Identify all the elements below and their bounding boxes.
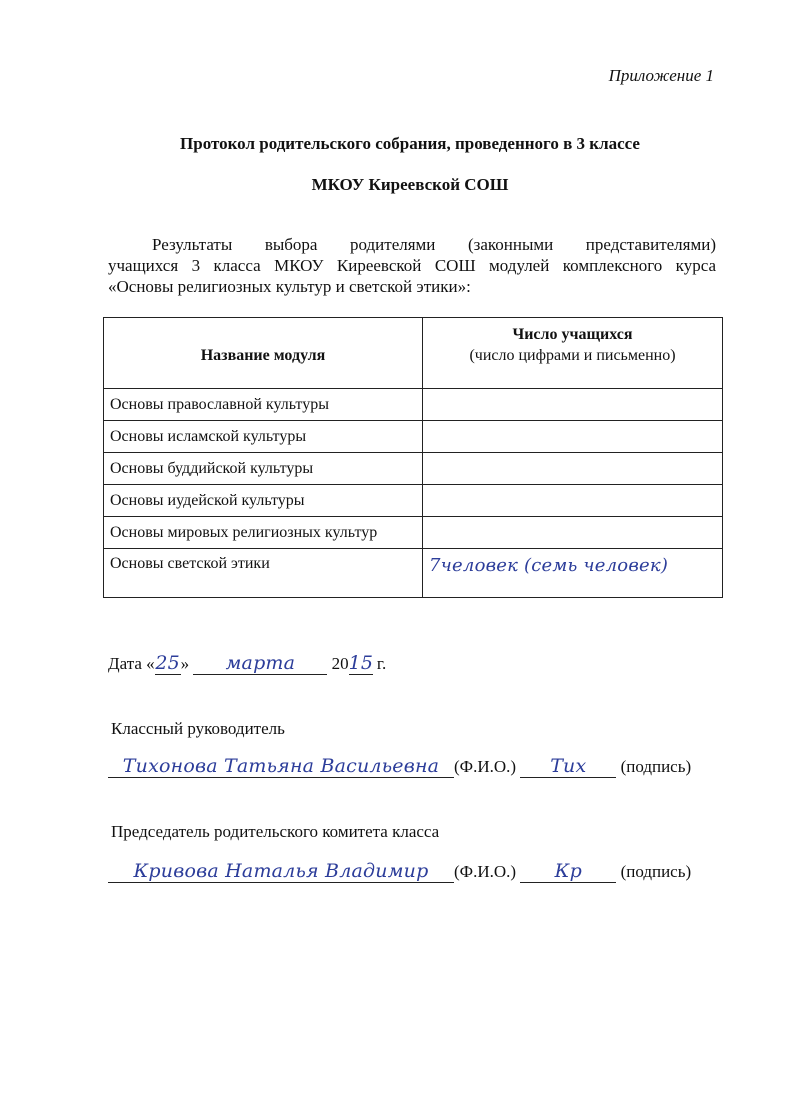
table-row <box>104 389 723 421</box>
modules-table <box>103 317 723 598</box>
module-name: Основы православной культуры <box>104 389 423 421</box>
date-year-suffix: 15 <box>348 652 374 674</box>
module-count-handwritten: 7человек (семь человек) <box>423 549 723 598</box>
intro-line-2: учащихся 3 класса МКОУ Киреевской СОШ модулей комплексного курса <box>108 256 716 275</box>
date-year-prefix: 20 <box>331 654 349 673</box>
teacher-sign-label: (подпись) <box>620 757 692 776</box>
appendix-label: Приложение 1 <box>608 66 714 85</box>
module-name: Основы буддийской культуры <box>104 453 423 485</box>
date-line <box>108 652 386 675</box>
module-name: Основы исламской культуры <box>104 421 423 453</box>
chairman-name: Кривова Наталья Владимир <box>108 860 454 883</box>
count-header-title: Число учащихся <box>512 326 633 343</box>
count-header-subtitle: (число цифрами и письменно) <box>469 347 676 364</box>
intro-line-1: Результаты выбора родителями (законными представителями) <box>152 235 716 254</box>
table-row <box>104 453 723 485</box>
module-count <box>423 453 723 485</box>
chairman-sign-label: (подпись) <box>620 862 692 881</box>
date-year-end: г. <box>372 654 387 673</box>
document-title: Протокол родительского собрания, проведенного в 3 классе <box>180 134 640 153</box>
intro-paragraph <box>108 234 716 297</box>
table-header-row <box>104 318 723 389</box>
module-name: Основы светской этики <box>104 549 423 598</box>
teacher-fio-label: (Ф.И.О.) <box>454 757 517 776</box>
module-name: Основы мировых религиозных культур <box>104 517 423 549</box>
module-name: Основы иудейской культуры <box>104 485 423 517</box>
table-row <box>104 549 723 598</box>
teacher-label: Классный руководитель <box>111 719 285 738</box>
teacher-signature: Тих <box>520 755 616 778</box>
chairman-fio-label: (Ф.И.О.) <box>454 862 517 881</box>
school-name: МКОУ Киреевской СОШ <box>311 175 509 194</box>
table-row <box>104 517 723 549</box>
chairman-label: Председатель родительского комитета класса <box>111 822 440 841</box>
date-day: 25 <box>155 652 180 674</box>
intro-line-3: «Основы религиозных культур и светской этики»: <box>108 277 471 296</box>
column-header-count <box>423 318 723 389</box>
column-header-module: Название модуля <box>104 318 423 389</box>
teacher-signature-line <box>108 755 691 778</box>
table-row <box>104 485 723 517</box>
date-month: марта <box>193 652 327 675</box>
chairman-signature: Кр <box>520 860 616 883</box>
teacher-name: Тихонова Татьяна Васильевна <box>108 755 454 778</box>
date-quote-close: » <box>180 654 190 673</box>
table-row <box>104 421 723 453</box>
module-count <box>423 485 723 517</box>
module-count <box>423 389 723 421</box>
chairman-signature-line <box>108 860 691 883</box>
date-label: Дата « <box>108 654 155 673</box>
module-count <box>423 517 723 549</box>
module-count <box>423 421 723 453</box>
